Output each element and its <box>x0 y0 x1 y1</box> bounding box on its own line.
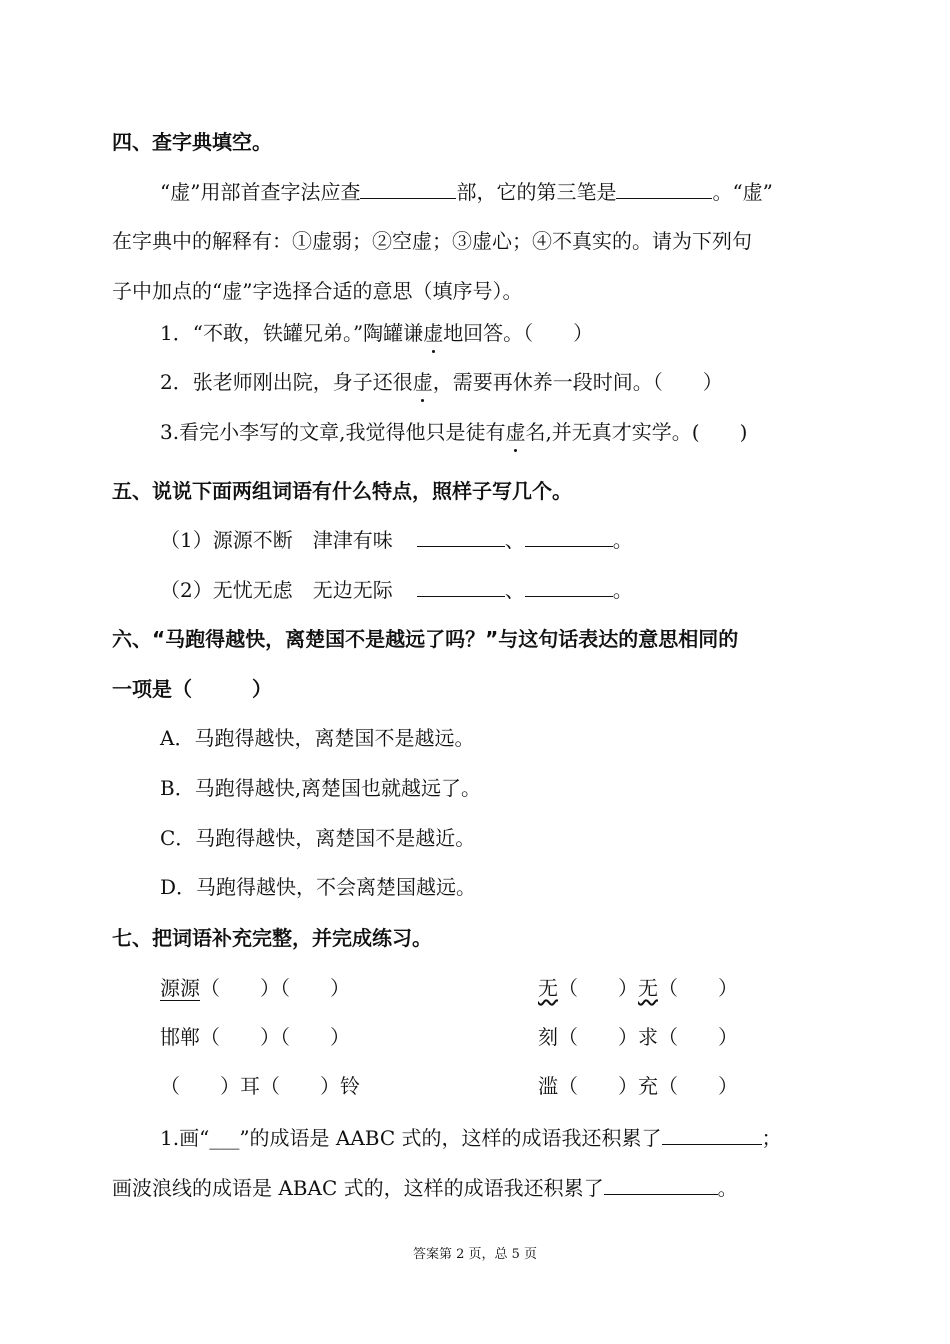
s4-question-1 <box>160 320 593 346</box>
option-b[interactable]: B．马跑得越快,离楚国也就越远了。 <box>160 776 482 800</box>
separator: 、 <box>504 578 525 602</box>
q3-text-b: 名,并无真才实学。( ) <box>525 420 748 444</box>
dotted-character: 虚 <box>505 420 526 444</box>
abac-answer-blank[interactable] <box>604 1174 718 1195</box>
answer-blank[interactable] <box>525 576 613 597</box>
s5-row-2-words: （2）无忧无虑 无边无际 <box>160 578 393 602</box>
task-2-b: 。 <box>717 1176 738 1200</box>
aabc-answer-blank[interactable] <box>662 1124 762 1145</box>
q3-text-a: 3.看完小李写的文章,我觉得他只是徒有 <box>160 420 506 444</box>
s4-paragraph-line-3: 子中加点的“虚”字选择合适的意思（填序号）。 <box>112 279 523 303</box>
separator: 、 <box>504 528 525 552</box>
task-1-c: ”的成语是 AABC 式的，这样的成语我还积累了 <box>239 1126 662 1150</box>
q1-text-a: 1．“不敢，铁罐兄弟。”陶罐谦 <box>160 321 424 345</box>
radical-blank[interactable] <box>360 178 456 199</box>
blank-paren[interactable]: （ ） <box>658 976 738 1000</box>
option-a[interactable]: A．马跑得越快，离楚国不是越远。 <box>160 726 475 750</box>
task-2-a: 画波浪线的成语是 ABAC 式的，这样的成语我还积累了 <box>112 1176 604 1200</box>
wavy-char: 无 <box>538 976 558 1000</box>
idiom-6[interactable]: 滥（ ）充（ ） <box>538 1074 738 1098</box>
s5-row-1 <box>160 526 633 553</box>
section-4-title: 四、查字典填空。 <box>112 130 272 154</box>
period: 。 <box>612 578 633 602</box>
s4-question-2 <box>160 369 723 395</box>
idiom-2 <box>538 975 738 1001</box>
answer-blank[interactable] <box>417 576 505 597</box>
idiom-5[interactable]: （ ）耳（ ）铃 <box>160 1074 360 1098</box>
blank-paren[interactable]: （ ） <box>558 976 638 1000</box>
option-c[interactable]: C．马跑得越快，离楚国不是越近。 <box>160 826 476 850</box>
answer-blank[interactable] <box>417 526 505 547</box>
s4-paragraph-line-1 <box>160 178 773 205</box>
third-stroke-blank[interactable] <box>616 178 712 199</box>
idiom-3[interactable]: 邯郸（ ）（ ） <box>160 1025 350 1049</box>
task-1-underline-sample: ___ <box>209 1126 240 1150</box>
section-6-title-line-2: 一项是（ ） <box>112 677 272 701</box>
s4-p1c: 。“虚” <box>712 180 773 204</box>
s4-p1b: 部，它的第三笔是 <box>456 180 617 204</box>
wavy-char: 无 <box>638 976 658 1000</box>
section-7-title: 七、把词语补充完整，并完成练习。 <box>112 926 432 950</box>
idiom-1 <box>160 975 350 1001</box>
answer-blank[interactable] <box>525 526 613 547</box>
q2-text-a: 2．张老师刚出院，身子还很 <box>160 370 413 394</box>
s5-row-2 <box>160 576 633 603</box>
option-d[interactable]: D．马跑得越快，不会离楚国越远。 <box>160 875 477 899</box>
idiom-4[interactable]: 刻（ ）求（ ） <box>538 1025 738 1049</box>
idiom-1-blanks[interactable]: （ ）（ ） <box>200 976 350 1000</box>
s7-task-1 <box>160 1124 782 1151</box>
period: 。 <box>612 528 633 552</box>
task-1-a: 1.画“ <box>160 1126 210 1150</box>
dotted-character: 虚 <box>423 321 444 345</box>
s4-p1a: “虚”用部首查字法应查 <box>160 180 361 204</box>
q2-text-b: ，需要再休养一段时间。（ ） <box>432 370 723 394</box>
s4-paragraph-line-2: 在字典中的解释有：①虚弱；②空虚；③虚心；④不真实的。请为下列句 <box>112 229 752 253</box>
page-footer: 答案第 2 页，总 5 页 <box>412 1247 538 1262</box>
dotted-character: 虚 <box>412 370 433 394</box>
s7-task-2 <box>112 1174 738 1201</box>
s4-question-3 <box>160 419 747 445</box>
q1-text-b: 地回答。（ ） <box>443 321 594 345</box>
s5-row-1-words: （1）源源不断 津津有味 <box>160 528 393 552</box>
section-5-title: 五、说说下面两组词语有什么特点，照样子写几个。 <box>112 479 572 503</box>
underlined-chars: 源源 <box>160 976 200 1000</box>
task-1-d: ； <box>761 1126 782 1150</box>
section-6-title-line-1: 六、“马跑得越快，离楚国不是越远了吗？”与这句话表达的意思相同的 <box>112 627 739 651</box>
